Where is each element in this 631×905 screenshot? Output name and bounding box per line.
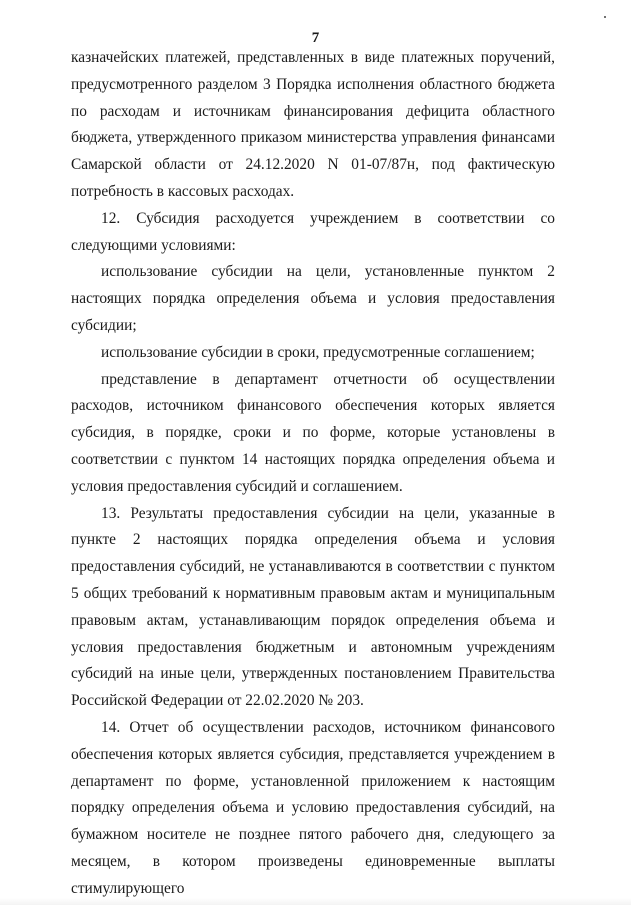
paragraph-condition-reporting: представление в департамент отчетности об осуществлении расходов, источником финансового обеспечения которых является субсидия, в порядке, сроки и по форме, которые установлены в соответствии с пунктом 14 настоящих порядка определения объема и условия предоставления субсидий и соглашением. [71, 370, 555, 495]
paragraph-item-14: 14. Отчет об осуществлении расходов, источником финансового обеспечения которых является субсидия, представляется учреждением в департамент по форме, установленной приложением к настоящим порядку определения объема и условию предоставления субсидий, на бумажном носителе не позднее пятого рабочего дня, следующего за месяцем, в котором произведены единовременные выплаты стимулирующего [71, 718, 555, 897]
paragraph-continuation: казначейских платежей, представленных в виде платежных поручений, предусмотренного разделом 3 Порядка исполнения областного бюджета по расходам и источникам финансирования дефицита областного бюджета, утвержденного приказом министерства управления финансами Самарской области от 24.12.2020 N 01-07/87н, под фактическую потребность в кассовых расходах. [71, 49, 555, 200]
paragraph-item-12: 12. Субсидия расходуется учреждением в соответствии со следующими условиями: [71, 209, 555, 254]
scan-bottom-edge [0, 898, 631, 905]
paragraph-item-13: 13. Результаты предоставления субсидии на цели, указанные в пункте 2 настоящих порядка определения объема и условия предоставления субсидий, не устанавливаются в соответствии с пунктом 5 общих требований к нормативным правовым актам и муниципальным правовым актам, устанавливающим порядок определения объема и условия предоставления бюджетным и автономным учреждениям субсидий на иные цели, утвержденных постановлением Правительства Российской Федерации от 22.02.2020 № 203. [71, 504, 555, 710]
paragraph-condition-deadline: использование субсидии в сроки, предусмотренные соглашением; [101, 343, 535, 361]
paragraph-condition-purpose: использование субсидии на цели, установленные пунктом 2 настоящих порядка определения объема и условия предоставления субсидии; [71, 263, 555, 334]
document-body [71, 45, 555, 903]
page-number: 7 [311, 30, 320, 46]
scan-speck [604, 16, 606, 18]
